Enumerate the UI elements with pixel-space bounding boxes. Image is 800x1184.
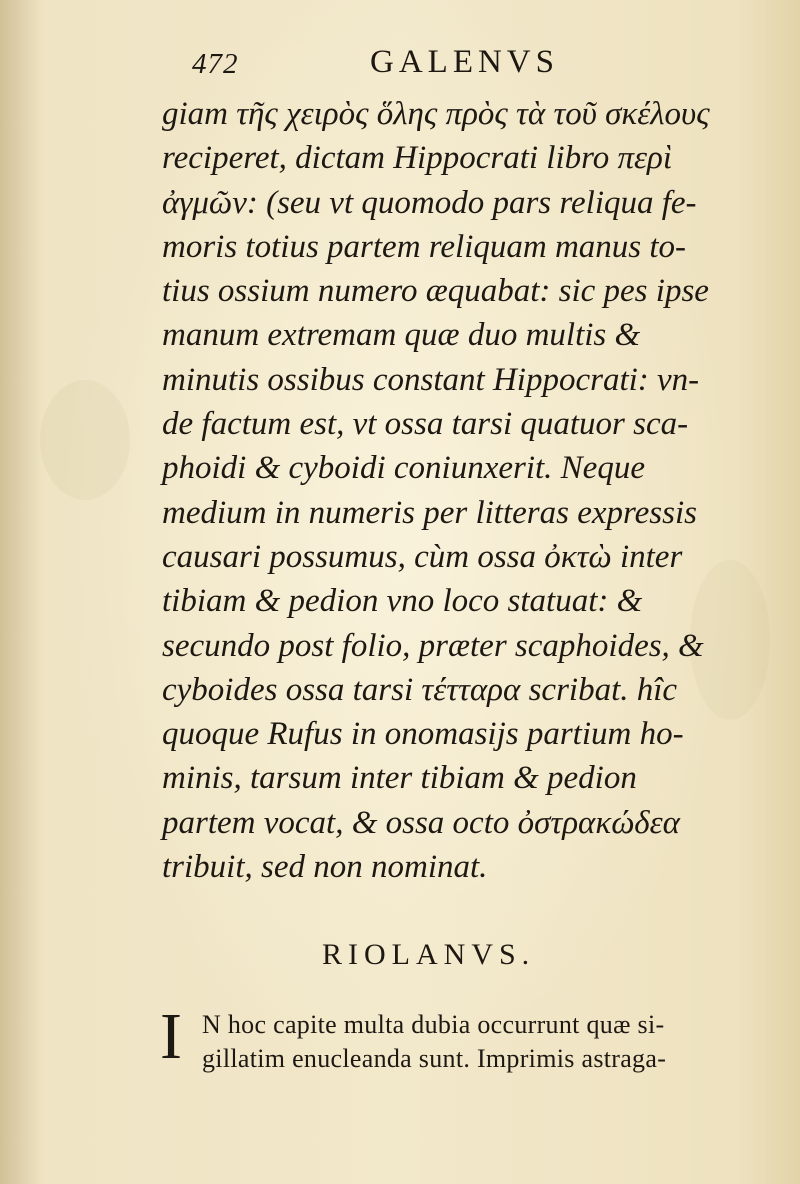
spine-shadow [0, 0, 40, 1184]
text-line: gillatim enucleanda sunt. Imprimis astraga- [202, 1044, 667, 1073]
galen-text-block [162, 92, 742, 889]
text-line: cyboides ossa tarsi τέτταρα scribat. hîc [162, 671, 678, 708]
text-line: tibiam & pedion vno loco statuat: & [162, 583, 643, 620]
text-line: tius ossium numero æquabat: sic pes ipse [162, 273, 709, 310]
text-line: causari possumus, cùm ossa ὀκτὼ inter [162, 538, 683, 575]
paper-stain [40, 380, 130, 500]
text-line: minutis ossibus constant Hippocrati: vn- [162, 361, 700, 398]
text-line: medium in numeris per litteras expressis [162, 494, 697, 531]
text-line: quoque Rufus in onomasijs partium ho- [162, 716, 684, 753]
text-line: ἀγμῶν: (seu vt quomodo pars reliqua fe- [162, 184, 697, 221]
text-line: de factum est, vt ossa tarsi quatuor sca- [162, 406, 689, 443]
page-number: 472 [192, 48, 239, 80]
text-line: minis, tarsum inter tibiam & pedion [162, 760, 637, 797]
drop-cap: I [160, 1000, 182, 1073]
text-line: giam τῆς χειρὸς ὅλης πρὸς τὰ τοῦ σκέλους [162, 96, 710, 132]
text-line: manum extremam quæ duo multis & [162, 317, 641, 354]
text-line: moris totius partem reliquam manus to- [162, 228, 687, 265]
text-line: reciperet, dictam Hippocrati libro περὶ [162, 140, 673, 177]
text-line: tribuit, sed non nominat. [162, 849, 488, 886]
text-line: partem vocat, & ossa octo ὀστρακώδεα [162, 804, 680, 841]
text-line: secundo post folio, præter scaphoides, & [162, 627, 704, 664]
running-head: GALENVS [370, 44, 559, 80]
text-line: N hoc capite multa dubia occurrunt quæ si- [202, 1010, 665, 1039]
section-heading: RIOLANVS. [322, 938, 536, 971]
text-line: phoidi & cyboidi coniunxerit. Neque [162, 450, 645, 487]
